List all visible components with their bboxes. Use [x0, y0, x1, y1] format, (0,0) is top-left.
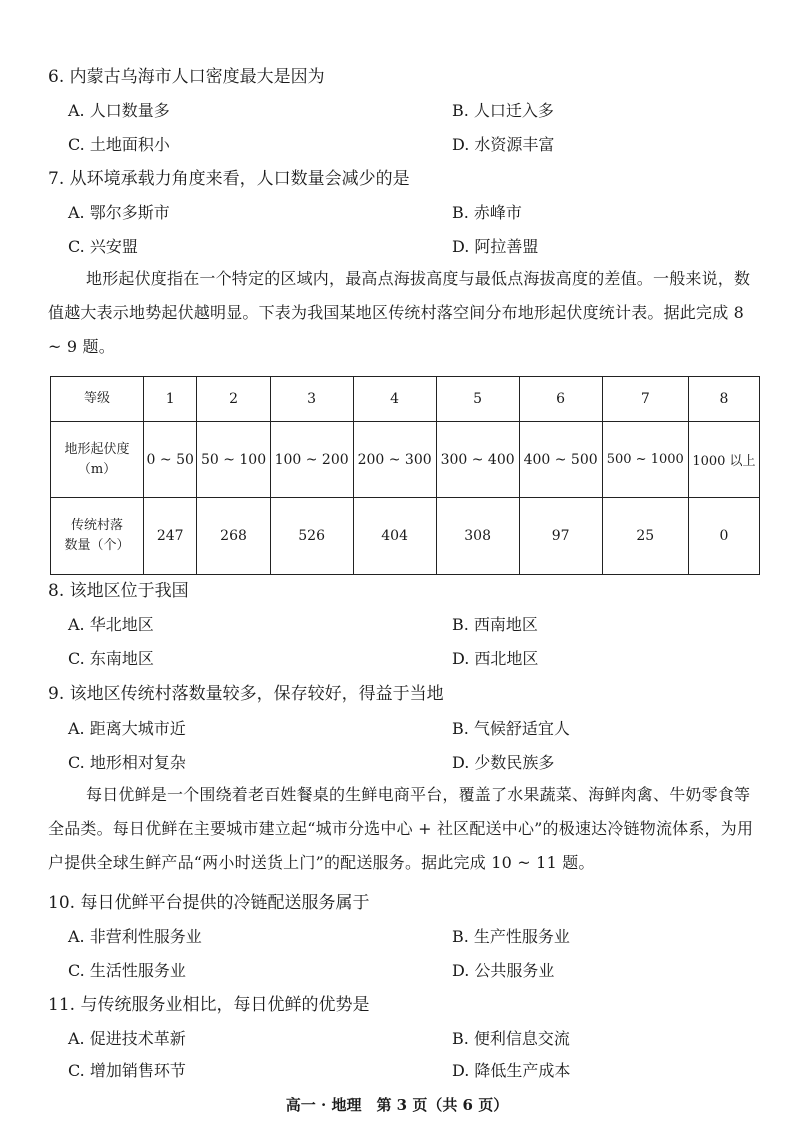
table-cell-level: 1 [144, 377, 197, 422]
question-10-stem: 10. 每日优鲜平台提供的冷链配送服务属于 [48, 893, 370, 913]
table-cell-level: 8 [688, 377, 759, 422]
question-11-stem: 11. 与传统服务业相比，每日优鲜的优势是 [48, 995, 370, 1015]
table-cell-relief: 100 ~ 200 [270, 422, 353, 498]
table-cell-level: 2 [197, 377, 270, 422]
question-9-option-c: C. 地形相对复杂 [68, 753, 186, 772]
question-7-option-b: B. 赤峰市 [452, 203, 522, 222]
question-7-option-c: C. 兴安盟 [68, 237, 138, 256]
table-cell-relief: 400 ~ 500 [519, 422, 602, 498]
question-6-stem: 6. 内蒙古乌海市人口密度最大是因为 [48, 67, 325, 87]
question-7-stem: 7. 从环境承载力角度来看，人口数量会减少的是 [48, 169, 410, 189]
question-11-option-d: D. 降低生产成本 [452, 1061, 571, 1080]
table-cell-level: 4 [353, 377, 436, 422]
question-8-option-c: C. 东南地区 [68, 649, 154, 668]
table-header-villages-line1: 传统村落 [70, 518, 123, 533]
table-cell-relief: 50 ~ 100 [197, 422, 270, 498]
question-9-stem: 9. 该地区传统村落数量较多，保存较好，得益于当地 [48, 684, 444, 704]
table-cell-level: 5 [436, 377, 519, 422]
question-10-option-c: C. 生活性服务业 [68, 961, 186, 980]
question-8-option-a: A. 华北地区 [68, 615, 154, 634]
table-header-villages [51, 498, 144, 575]
table-header-relief-line1: 地形起伏度 [64, 441, 130, 457]
table-cell-villages: 25 [602, 498, 688, 575]
table-cell-villages: 526 [270, 498, 353, 575]
table-cell-level: 7 [602, 377, 688, 422]
table-cell-relief: 200 ~ 300 [353, 422, 436, 498]
question-10-option-a: A. 非营利性服务业 [68, 927, 202, 946]
table-header-relief-line2: （m） [77, 461, 117, 477]
table-cell-villages: 308 [436, 498, 519, 575]
table-row-villages [51, 498, 760, 575]
table-row-level [51, 377, 760, 422]
table-header-relief [51, 422, 144, 498]
question-9-option-b: B. 气候舒适宜人 [452, 719, 570, 738]
table-cell-villages: 404 [353, 498, 436, 575]
table-cell-villages: 268 [197, 498, 270, 575]
table-cell-relief: 1000 以上 [688, 422, 759, 498]
question-9-option-a: A. 距离大城市近 [68, 719, 186, 738]
table-cell-relief: 0 ~ 50 [144, 422, 197, 498]
question-6-option-b: B. 人口迁入多 [452, 101, 554, 120]
question-7-option-a: A. 鄂尔多斯市 [68, 203, 170, 222]
question-10-option-b: B. 生产性服务业 [452, 927, 570, 946]
question-9-option-d: D. 少数民族多 [452, 753, 555, 772]
table-row-relief [51, 422, 760, 498]
table-cell-villages: 0 [688, 498, 759, 575]
question-11-option-c: C. 增加销售环节 [68, 1061, 186, 1080]
question-8-stem: 8. 该地区位于我国 [48, 581, 189, 601]
question-10-option-d: D. 公共服务业 [452, 961, 555, 980]
table-cell-villages: 247 [144, 498, 197, 575]
table-cell-level: 3 [270, 377, 353, 422]
question-6-option-c: C. 土地面积小 [68, 135, 170, 154]
intro-paragraph-10-11: 每日优鲜是一个围绕着老百姓餐桌的生鲜电商平台，覆盖了水果蔬菜、海鲜肉禽、牛奶零食等全品类。每日优鲜在主要城市建立起“城市分选中心 + 社区配送中心”的极速达冷链物流体系，为用户提供全球生鲜产品“两小时送货上门”的配送服务。据此完成 10 ~ 11 题。 [48, 785, 754, 872]
table-cell-villages: 97 [519, 498, 602, 575]
question-6-option-a: A. 人口数量多 [68, 101, 170, 120]
question-6-option-d: D. 水资源丰富 [452, 135, 555, 154]
table-cell-relief: 300 ~ 400 [436, 422, 519, 498]
question-7-option-d: D. 阿拉善盟 [452, 237, 539, 256]
intro-paragraph-8-9: 地形起伏度指在一个特定的区域内，最高点海拔高度与最低点海拔高度的差值。一般来说，数值越大表示地势起伏越明显。下表为我国某地区传统村落空间分布地形起伏度统计表。据此完成 8 ~ 9 题。 [48, 269, 751, 356]
question-11-option-a: A. 促进技术革新 [68, 1029, 186, 1048]
page-footer: 高一 · 地理 第 3 页（共 6 页） [285, 1096, 509, 1114]
question-8-option-b: B. 西南地区 [452, 615, 538, 634]
question-8-option-d: D. 西北地区 [452, 649, 539, 668]
table-header-level: 等级 [51, 377, 144, 422]
terrain-relief-table [50, 376, 760, 575]
table-cell-level: 6 [519, 377, 602, 422]
table-cell-relief: 500 ~ 1000 [602, 422, 688, 498]
table-header-villages-line2: 数量（个） [64, 538, 130, 553]
question-11-option-b: B. 便利信息交流 [452, 1029, 570, 1048]
